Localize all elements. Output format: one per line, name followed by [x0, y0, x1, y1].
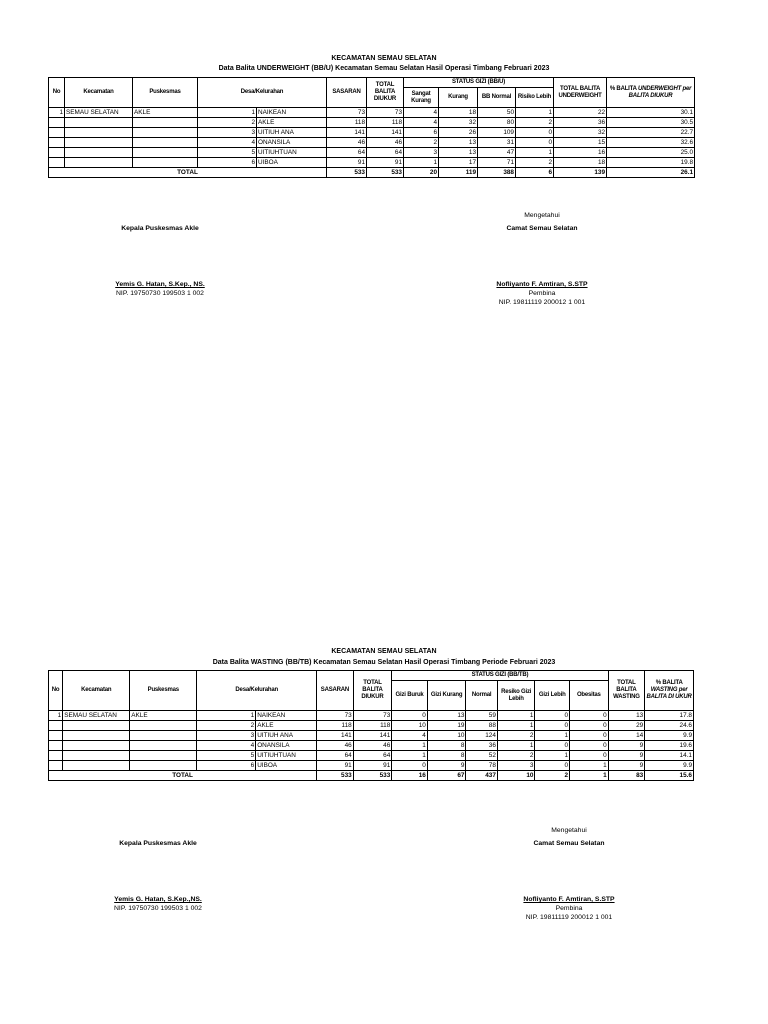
- row-diukur: 46: [353, 741, 392, 751]
- row-status-1: 13: [439, 148, 478, 158]
- row-desa-no: 5: [197, 751, 256, 761]
- ws-col-status-group: STATUS GIZI (BB/TB): [392, 671, 608, 681]
- uw-col-status-1: Kurang: [439, 88, 478, 108]
- row-puskesmas: [130, 741, 197, 751]
- row-status-0: 1: [392, 751, 428, 761]
- uw-right-top: Mengetahui: [524, 212, 560, 219]
- row-status-0: 0: [392, 761, 428, 771]
- uw-col-puskesmas: Puskesmas: [133, 78, 198, 108]
- row-no: [49, 148, 65, 158]
- total-status-0: 16: [392, 771, 428, 781]
- row-desa: NAIKEAN: [257, 108, 327, 118]
- row-puskesmas: AKLE: [133, 108, 198, 118]
- row-status-0: 10: [392, 721, 428, 731]
- ws-col-no: No: [49, 671, 63, 711]
- row-diukur: 141: [353, 731, 392, 741]
- row-percent: 19.6: [645, 741, 694, 751]
- row-total: 22: [554, 108, 607, 118]
- ws-left-name: Yemis G. Hatan, S.Kep.,NS.: [114, 896, 202, 903]
- row-sasaran: 141: [327, 128, 367, 138]
- uw-col-status-group: STATUS GIZI (BB/U): [404, 78, 554, 88]
- row-diukur: 64: [353, 751, 392, 761]
- row-status-5: 1: [570, 761, 609, 771]
- row-status-5: 0: [570, 751, 609, 761]
- row-status-3: 1: [497, 711, 535, 721]
- ws-col-status-3: Resiko Gizi Lebih: [497, 681, 535, 711]
- ws-right-rank: Pembina: [555, 905, 583, 912]
- row-sasaran: 73: [327, 108, 367, 118]
- total-diukur: 533: [353, 771, 392, 781]
- row-puskesmas: [133, 148, 198, 158]
- row-sasaran: 46: [327, 138, 367, 148]
- row-desa: AKLE: [256, 721, 317, 731]
- total-sasaran: 533: [317, 771, 354, 781]
- row-status-2: 47: [478, 148, 516, 158]
- ws-title-district: KECAMATAN SEMAU SELATAN: [331, 648, 437, 655]
- table-row: [49, 761, 694, 771]
- row-total: 9: [608, 741, 645, 751]
- uw-col-desa: Desa/Kelurahan: [198, 78, 327, 108]
- row-sasaran: 91: [327, 158, 367, 168]
- row-status-2: 88: [466, 721, 497, 731]
- uw-col-status-0: Sangat Kurang: [404, 88, 439, 108]
- row-desa-no: 6: [198, 158, 257, 168]
- ws-title-main: Data Balita WASTING (BB/TB) Kecamatan Semau Selatan Hasil Operasi Timbang Periode Februari 2023: [212, 659, 556, 666]
- row-kecamatan: [65, 138, 133, 148]
- row-status-4: 0: [535, 741, 570, 751]
- uw-col-total-diukur: TOTAL BALITA DIUKUR: [367, 78, 404, 108]
- total-row: [49, 168, 695, 178]
- ws-right-role: Camat Semau Selatan: [533, 840, 605, 847]
- row-status-3: 3: [497, 761, 535, 771]
- row-sasaran: 91: [317, 761, 354, 771]
- row-kecamatan: SEMAU SELATAN: [63, 711, 130, 721]
- total-status-0: 20: [404, 168, 439, 178]
- row-status-1: 26: [439, 128, 478, 138]
- row-no: 1: [49, 108, 65, 118]
- row-kecamatan: [63, 721, 130, 731]
- ws-sign-left: [78, 839, 238, 913]
- row-status-0: 4: [392, 731, 428, 741]
- total-percent: 15.6: [645, 771, 694, 781]
- row-percent: 14.1: [645, 751, 694, 761]
- ws-col-sasaran: SASARAN: [317, 671, 354, 711]
- row-kecamatan: [65, 158, 133, 168]
- table-row: [49, 128, 695, 138]
- row-desa-no: 5: [198, 148, 257, 158]
- row-status-2: 36: [466, 741, 497, 751]
- row-status-3: 1: [497, 721, 535, 731]
- table-row: [49, 108, 695, 118]
- wasting-table: [48, 670, 694, 781]
- row-status-1: 9: [427, 761, 466, 771]
- row-kecamatan: [63, 741, 130, 751]
- uw-title-main: Data Balita UNDERWEIGHT (BB/U) Kecamatan Semau Selatan Hasil Operasi Timbang Februari 2023: [218, 65, 550, 72]
- uw-right-rank: Pembina: [528, 290, 556, 297]
- row-no: [49, 761, 63, 771]
- uw-title-district: KECAMATAN SEMAU SELATAN: [331, 55, 437, 62]
- uw-col-kecamatan: Kecamatan: [65, 78, 133, 108]
- underweight-table: [48, 77, 695, 178]
- row-status-2: 80: [478, 118, 516, 128]
- row-sasaran: 64: [317, 751, 354, 761]
- total-status-1: 67: [427, 771, 466, 781]
- row-status-3: 2: [497, 751, 535, 761]
- row-status-0: 3: [404, 148, 439, 158]
- row-status-1: 18: [439, 108, 478, 118]
- row-percent: 25.0: [607, 148, 695, 158]
- row-desa-no: 2: [198, 118, 257, 128]
- table-row: [49, 158, 695, 168]
- ws-sign-right: [489, 826, 649, 922]
- row-desa: AKLE: [257, 118, 327, 128]
- row-percent: 30.1: [607, 108, 695, 118]
- row-percent: 19.8: [607, 158, 695, 168]
- row-status-4: 0: [535, 721, 570, 731]
- row-status-1: 17: [439, 158, 478, 168]
- row-status-2: 124: [466, 731, 497, 741]
- row-diukur: 91: [367, 158, 404, 168]
- row-kecamatan: [63, 761, 130, 771]
- row-diukur: 91: [353, 761, 392, 771]
- row-desa: UITIUHTUAN: [256, 751, 317, 761]
- row-desa: UITIUHTUAN: [257, 148, 327, 158]
- row-no: [49, 721, 63, 731]
- table-row: [49, 138, 695, 148]
- table-row: [49, 148, 695, 158]
- row-kecamatan: [65, 118, 133, 128]
- uw-col-sasaran: SASARAN: [327, 78, 367, 108]
- row-sasaran: 64: [327, 148, 367, 158]
- total-status-3: 10: [497, 771, 535, 781]
- row-kecamatan: [65, 148, 133, 158]
- row-diukur: 118: [367, 118, 404, 128]
- row-status-4: 0: [535, 761, 570, 771]
- row-total: 9: [608, 761, 645, 771]
- uw-col-total-underweight: TOTAL BALITA UNDERWEIGHT: [554, 78, 607, 108]
- row-puskesmas: [130, 731, 197, 741]
- row-kecamatan: [63, 751, 130, 761]
- row-status-2: 59: [466, 711, 497, 721]
- row-desa: UITIUH ANA: [256, 731, 317, 741]
- row-puskesmas: [130, 761, 197, 771]
- row-no: 1: [49, 711, 63, 721]
- row-total: 13: [608, 711, 645, 721]
- ws-col-status-1: Gizi Kurang: [427, 681, 466, 711]
- total-label: TOTAL: [49, 168, 327, 178]
- row-status-0: 6: [404, 128, 439, 138]
- row-puskesmas: AKLE: [130, 711, 197, 721]
- row-no: [49, 138, 65, 148]
- row-diukur: 64: [367, 148, 404, 158]
- ws-col-kecamatan: Kecamatan: [63, 671, 130, 711]
- ws-right-name: Nofliyanto F. Amtiran, S.STP: [523, 896, 615, 903]
- row-sasaran: 73: [317, 711, 354, 721]
- row-sasaran: 141: [317, 731, 354, 741]
- ws-col-desa: Desa/Kelurahan: [197, 671, 317, 711]
- uw-sign-left: [80, 224, 240, 298]
- row-kecamatan: [63, 731, 130, 741]
- total-label: TOTAL: [49, 771, 317, 781]
- ws-right-top: Mengetahui: [551, 827, 587, 834]
- row-status-5: 0: [570, 721, 609, 731]
- table-row: [49, 711, 694, 721]
- row-desa: NAIKEAN: [256, 711, 317, 721]
- row-status-0: 4: [404, 118, 439, 128]
- total-sasaran: 533: [327, 168, 367, 178]
- row-puskesmas: [130, 721, 197, 731]
- row-status-0: 1: [404, 158, 439, 168]
- table-row: [49, 721, 694, 731]
- row-status-1: 13: [427, 711, 466, 721]
- uw-right-nip: NIP. 19811119 200012 1 001: [498, 299, 586, 306]
- row-desa: ONANSILA: [257, 138, 327, 148]
- row-status-1: 8: [427, 751, 466, 761]
- row-percent: 17.8: [645, 711, 694, 721]
- row-status-5: 0: [570, 741, 609, 751]
- uw-col-no: No: [49, 78, 65, 108]
- row-percent: 9.9: [645, 761, 694, 771]
- ws-col-total-diukur: TOTAL BALITA DIUKUR: [353, 671, 392, 711]
- row-percent: 22.7: [607, 128, 695, 138]
- row-total: 16: [554, 148, 607, 158]
- row-status-1: 32: [439, 118, 478, 128]
- row-no: [49, 158, 65, 168]
- row-puskesmas: [130, 751, 197, 761]
- row-status-0: 2: [404, 138, 439, 148]
- row-desa-no: 4: [198, 138, 257, 148]
- row-desa-no: 6: [197, 761, 256, 771]
- row-status-2: 109: [478, 128, 516, 138]
- row-status-4: 0: [535, 711, 570, 721]
- row-status-5: 0: [570, 711, 609, 721]
- row-status-3: 0: [516, 138, 554, 148]
- row-diukur: 73: [367, 108, 404, 118]
- table-row: [49, 118, 695, 128]
- row-total: 9: [608, 751, 645, 761]
- row-diukur: 118: [353, 721, 392, 731]
- row-kecamatan: SEMAU SELATAN: [65, 108, 133, 118]
- row-total: 14: [608, 731, 645, 741]
- row-percent: 9.9: [645, 731, 694, 741]
- total-percent: 26.1: [607, 168, 695, 178]
- ws-col-puskesmas: Puskesmas: [130, 671, 197, 711]
- row-diukur: 141: [367, 128, 404, 138]
- row-total: 32: [554, 128, 607, 138]
- row-desa-no: 2: [197, 721, 256, 731]
- total-status-2: 388: [478, 168, 516, 178]
- total-row: [49, 771, 694, 781]
- row-puskesmas: [133, 128, 198, 138]
- row-no: [49, 741, 63, 751]
- row-no: [49, 128, 65, 138]
- row-status-1: 13: [439, 138, 478, 148]
- row-status-3: 2: [516, 158, 554, 168]
- row-percent: 30.5: [607, 118, 695, 128]
- uw-left-nip: NIP. 19750730 199503 1 002: [116, 290, 204, 297]
- row-diukur: 73: [353, 711, 392, 721]
- ws-right-nip: NIP. 19811119 200012 1 001: [525, 914, 613, 921]
- row-status-2: 71: [478, 158, 516, 168]
- table-row: [49, 731, 694, 741]
- row-desa: ONANSILA: [256, 741, 317, 751]
- row-status-3: 1: [516, 108, 554, 118]
- total-total: 83: [608, 771, 645, 781]
- row-sasaran: 118: [317, 721, 354, 731]
- ws-col-percent: % BALITA WASTING per BALITA DI UKUR: [645, 671, 694, 711]
- ws-col-total-wasting: TOTAL BALITA WASTING: [608, 671, 645, 711]
- uw-sign-right: [462, 211, 622, 307]
- row-sasaran: 46: [317, 741, 354, 751]
- row-total: 29: [608, 721, 645, 731]
- uw-col-status-2: BB Normal: [478, 88, 516, 108]
- row-desa-no: 1: [197, 711, 256, 721]
- row-status-1: 10: [427, 731, 466, 741]
- row-total: 18: [554, 158, 607, 168]
- row-total: 36: [554, 118, 607, 128]
- row-desa: UIBOA: [256, 761, 317, 771]
- row-status-1: 19: [427, 721, 466, 731]
- row-no: [49, 731, 63, 741]
- row-status-3: 1: [497, 741, 535, 751]
- total-status-5: 1: [570, 771, 609, 781]
- table-row: [49, 751, 694, 761]
- ws-col-status-4: Gizi Lebih: [535, 681, 570, 711]
- ws-col-status-5: Obesitas: [570, 681, 609, 711]
- row-desa: UIBOA: [257, 158, 327, 168]
- total-total: 139: [554, 168, 607, 178]
- row-status-0: 1: [392, 741, 428, 751]
- row-desa-no: 3: [197, 731, 256, 741]
- table-row: [49, 741, 694, 751]
- row-status-4: 1: [535, 731, 570, 741]
- row-puskesmas: [133, 158, 198, 168]
- row-status-3: 1: [516, 148, 554, 158]
- row-status-2: 31: [478, 138, 516, 148]
- row-puskesmas: [133, 138, 198, 148]
- ws-col-status-2: Normal: [466, 681, 497, 711]
- row-status-1: 8: [427, 741, 466, 751]
- uw-left-name: Yemis G. Hatan, S.Kep., NS.: [115, 281, 205, 288]
- row-diukur: 46: [367, 138, 404, 148]
- row-percent: 32.6: [607, 138, 695, 148]
- row-percent: 24.6: [645, 721, 694, 731]
- row-kecamatan: [65, 128, 133, 138]
- row-desa: UITIUH ANA: [257, 128, 327, 138]
- row-desa-no: 3: [198, 128, 257, 138]
- row-status-2: 78: [466, 761, 497, 771]
- row-no: [49, 751, 63, 761]
- row-desa-no: 1: [198, 108, 257, 118]
- row-status-4: 1: [535, 751, 570, 761]
- total-status-3: 6: [516, 168, 554, 178]
- uw-col-percent: % BALITA UNDERWEIGHT per BALITA DIUKUR: [607, 78, 695, 108]
- total-status-2: 437: [466, 771, 497, 781]
- total-status-4: 2: [535, 771, 570, 781]
- row-status-0: 0: [392, 711, 428, 721]
- total-diukur: 533: [367, 168, 404, 178]
- ws-col-status-0: Gizi Buruk: [392, 681, 428, 711]
- row-status-5: 0: [570, 731, 609, 741]
- row-puskesmas: [133, 118, 198, 128]
- ws-left-nip: NIP. 19750730 199503 1 002: [114, 905, 202, 912]
- ws-left-role: Kepala Puskesmas Akle: [119, 840, 197, 847]
- uw-col-status-3: Risiko Lebih: [516, 88, 554, 108]
- row-status-3: 0: [516, 128, 554, 138]
- row-total: 15: [554, 138, 607, 148]
- uw-right-role: Camat Semau Selatan: [506, 225, 578, 232]
- row-status-3: 2: [497, 731, 535, 741]
- row-status-0: 4: [404, 108, 439, 118]
- uw-left-role: Kepala Puskesmas Akle: [121, 225, 199, 232]
- row-status-2: 52: [466, 751, 497, 761]
- row-desa-no: 4: [197, 741, 256, 751]
- row-status-3: 2: [516, 118, 554, 128]
- row-sasaran: 118: [327, 118, 367, 128]
- row-no: [49, 118, 65, 128]
- row-status-2: 50: [478, 108, 516, 118]
- total-status-1: 119: [439, 168, 478, 178]
- uw-right-name: Nofliyanto F. Amtiran, S.STP: [496, 281, 588, 288]
